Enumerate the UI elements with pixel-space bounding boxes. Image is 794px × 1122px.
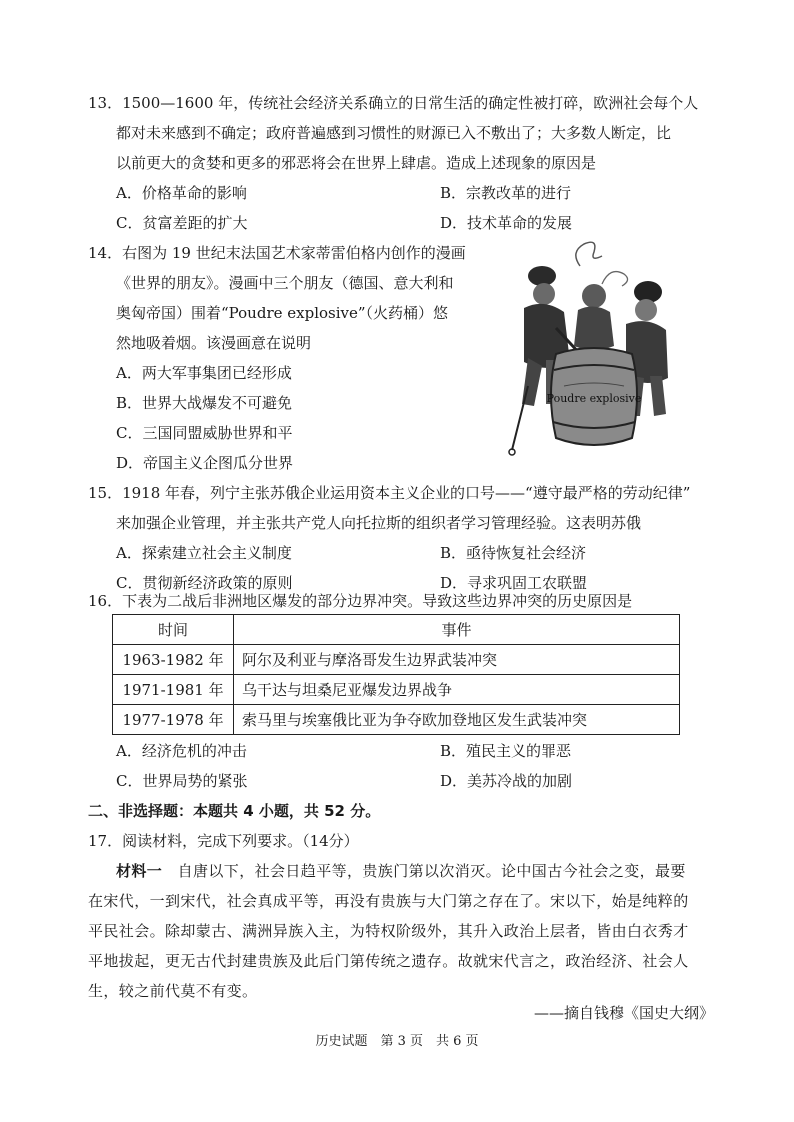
q13-line-1: 13．1500—1600 年，传统社会经济关系确立的日常生活的确定性被打碎，欧洲社会每个人	[88, 94, 699, 112]
q16-option-a: A．经济危机的冲击	[116, 742, 247, 760]
q15-line-1: 15．1918 年春，列宁主张苏俄企业运用资本主义企业的口号——“遵守最严格的劳动纪律”	[88, 484, 691, 502]
table-cell-time: 1977-1978 年	[113, 705, 234, 735]
q13-option-d: D．技术革命的发展	[440, 214, 573, 232]
material1-text-1: 自唐以下，社会日趋平等，贵族门第以次消灭。论中国古今社会之变，最要	[177, 862, 686, 880]
material1-source: ——摘自钱穆《国史大纲》	[533, 1004, 714, 1022]
table-cell-event: 乌干达与坦桑尼亚爆发边界战争	[234, 675, 680, 705]
table-row	[113, 705, 680, 735]
table-header-event: 事件	[234, 615, 680, 645]
page-footer: 历史试题 第 3 页 共 6 页	[315, 1034, 479, 1049]
q15-line-2: 来加强企业管理，并主张共产党人向托拉斯的组织者学习管理经验。这表明苏俄	[116, 514, 642, 532]
table-cell-time: 1971-1981 年	[113, 675, 234, 705]
material1-line-5: 生，较之前代莫不有变。	[88, 982, 258, 1000]
q15-option-d: D．寻求巩固工农联盟	[440, 574, 588, 592]
table-header-time: 时间	[113, 615, 234, 645]
table-row	[113, 645, 680, 675]
table-cell-event: 阿尔及利亚与摩洛哥发生边界武装冲突	[234, 645, 680, 675]
q14-option-a: A．两大军事集团已经形成	[116, 364, 292, 382]
q17-stem: 17．阅读材料，完成下列要求。（14分）	[88, 832, 359, 850]
material1-line-1	[116, 860, 686, 882]
q14-line-4: 然地吸着烟。该漫画意在说明	[116, 334, 312, 352]
q14-option-d: D．帝国主义企图瓜分世界	[116, 454, 294, 472]
q14-line-1: 14．右图为 19 世纪末法国艺术家蒂雷伯格内创作的漫画	[88, 244, 466, 262]
q15-option-a: A．探索建立社会主义制度	[116, 544, 292, 562]
q13-line-2: 都对未来感到不确定；政府普遍感到习惯性的财源已入不敷出了；大多数人断定，比	[116, 124, 672, 142]
q15-option-b: B．亟待恢复社会经济	[440, 544, 587, 562]
q13-option-b: B．宗教改革的进行	[440, 184, 572, 202]
q14-line-2: 《世界的朋友》。漫画中三个朋友（德国、意大利和	[116, 274, 454, 292]
q15-option-c: C．贯彻新经济政策的原则	[116, 574, 293, 592]
q14-option-b: B．世界大战爆发不可避免	[116, 394, 293, 412]
material1-label: 材料一	[116, 862, 163, 880]
table-row	[113, 675, 680, 705]
q16-line-1: 16．下表为二战后非洲地区爆发的部分边界冲突。导致这些边界冲突的历史原因是	[88, 592, 633, 610]
table-cell-event: 索马里与埃塞俄比亚为争夺欧加登地区发生武装冲突	[234, 705, 680, 735]
border-conflict-table	[112, 614, 680, 735]
q13-line-3: 以前更大的贪婪和更多的邪恶将会在世界上肆虐。造成上述现象的原因是	[116, 154, 597, 172]
q13-option-a: A．价格革命的影响	[116, 184, 247, 202]
material1-line-4: 平地拔起，更无古代封建贵族及此后门第传统之遗存。故就宋代言之，政治经济、社会人	[88, 952, 689, 970]
q16-option-d: D．美苏冷战的加剧	[440, 772, 573, 790]
cartoon-illustration	[498, 236, 686, 462]
q16-option-b: B．殖民主义的罪恶	[440, 742, 572, 760]
q14-line-3: 奥匈帝国）围着“Poudre explosive”（火药桶）悠	[116, 304, 449, 322]
material1-line-2: 在宋代，一到宋代，社会真成平等，再没有贵族与大门第之存在了。宋以下，始是纯粹的	[88, 892, 689, 910]
table-header-row	[113, 615, 680, 645]
section-title: 二、非选择题：本题共 4 小题，共 52 分。	[88, 802, 381, 820]
table-cell-time: 1963-1982 年	[113, 645, 234, 675]
barrel-label: Poudre explosive	[546, 392, 642, 405]
q14-option-c: C．三国同盟威胁世界和平	[116, 424, 293, 442]
q16-option-c: C．世界局势的紧张	[116, 772, 248, 790]
material1-line-3: 平民社会。除却蒙古、满洲异族入主，为特权阶级外，其升入政治上层者，皆由白衣秀才	[88, 922, 689, 940]
q13-option-c: C．贫富差距的扩大	[116, 214, 248, 232]
